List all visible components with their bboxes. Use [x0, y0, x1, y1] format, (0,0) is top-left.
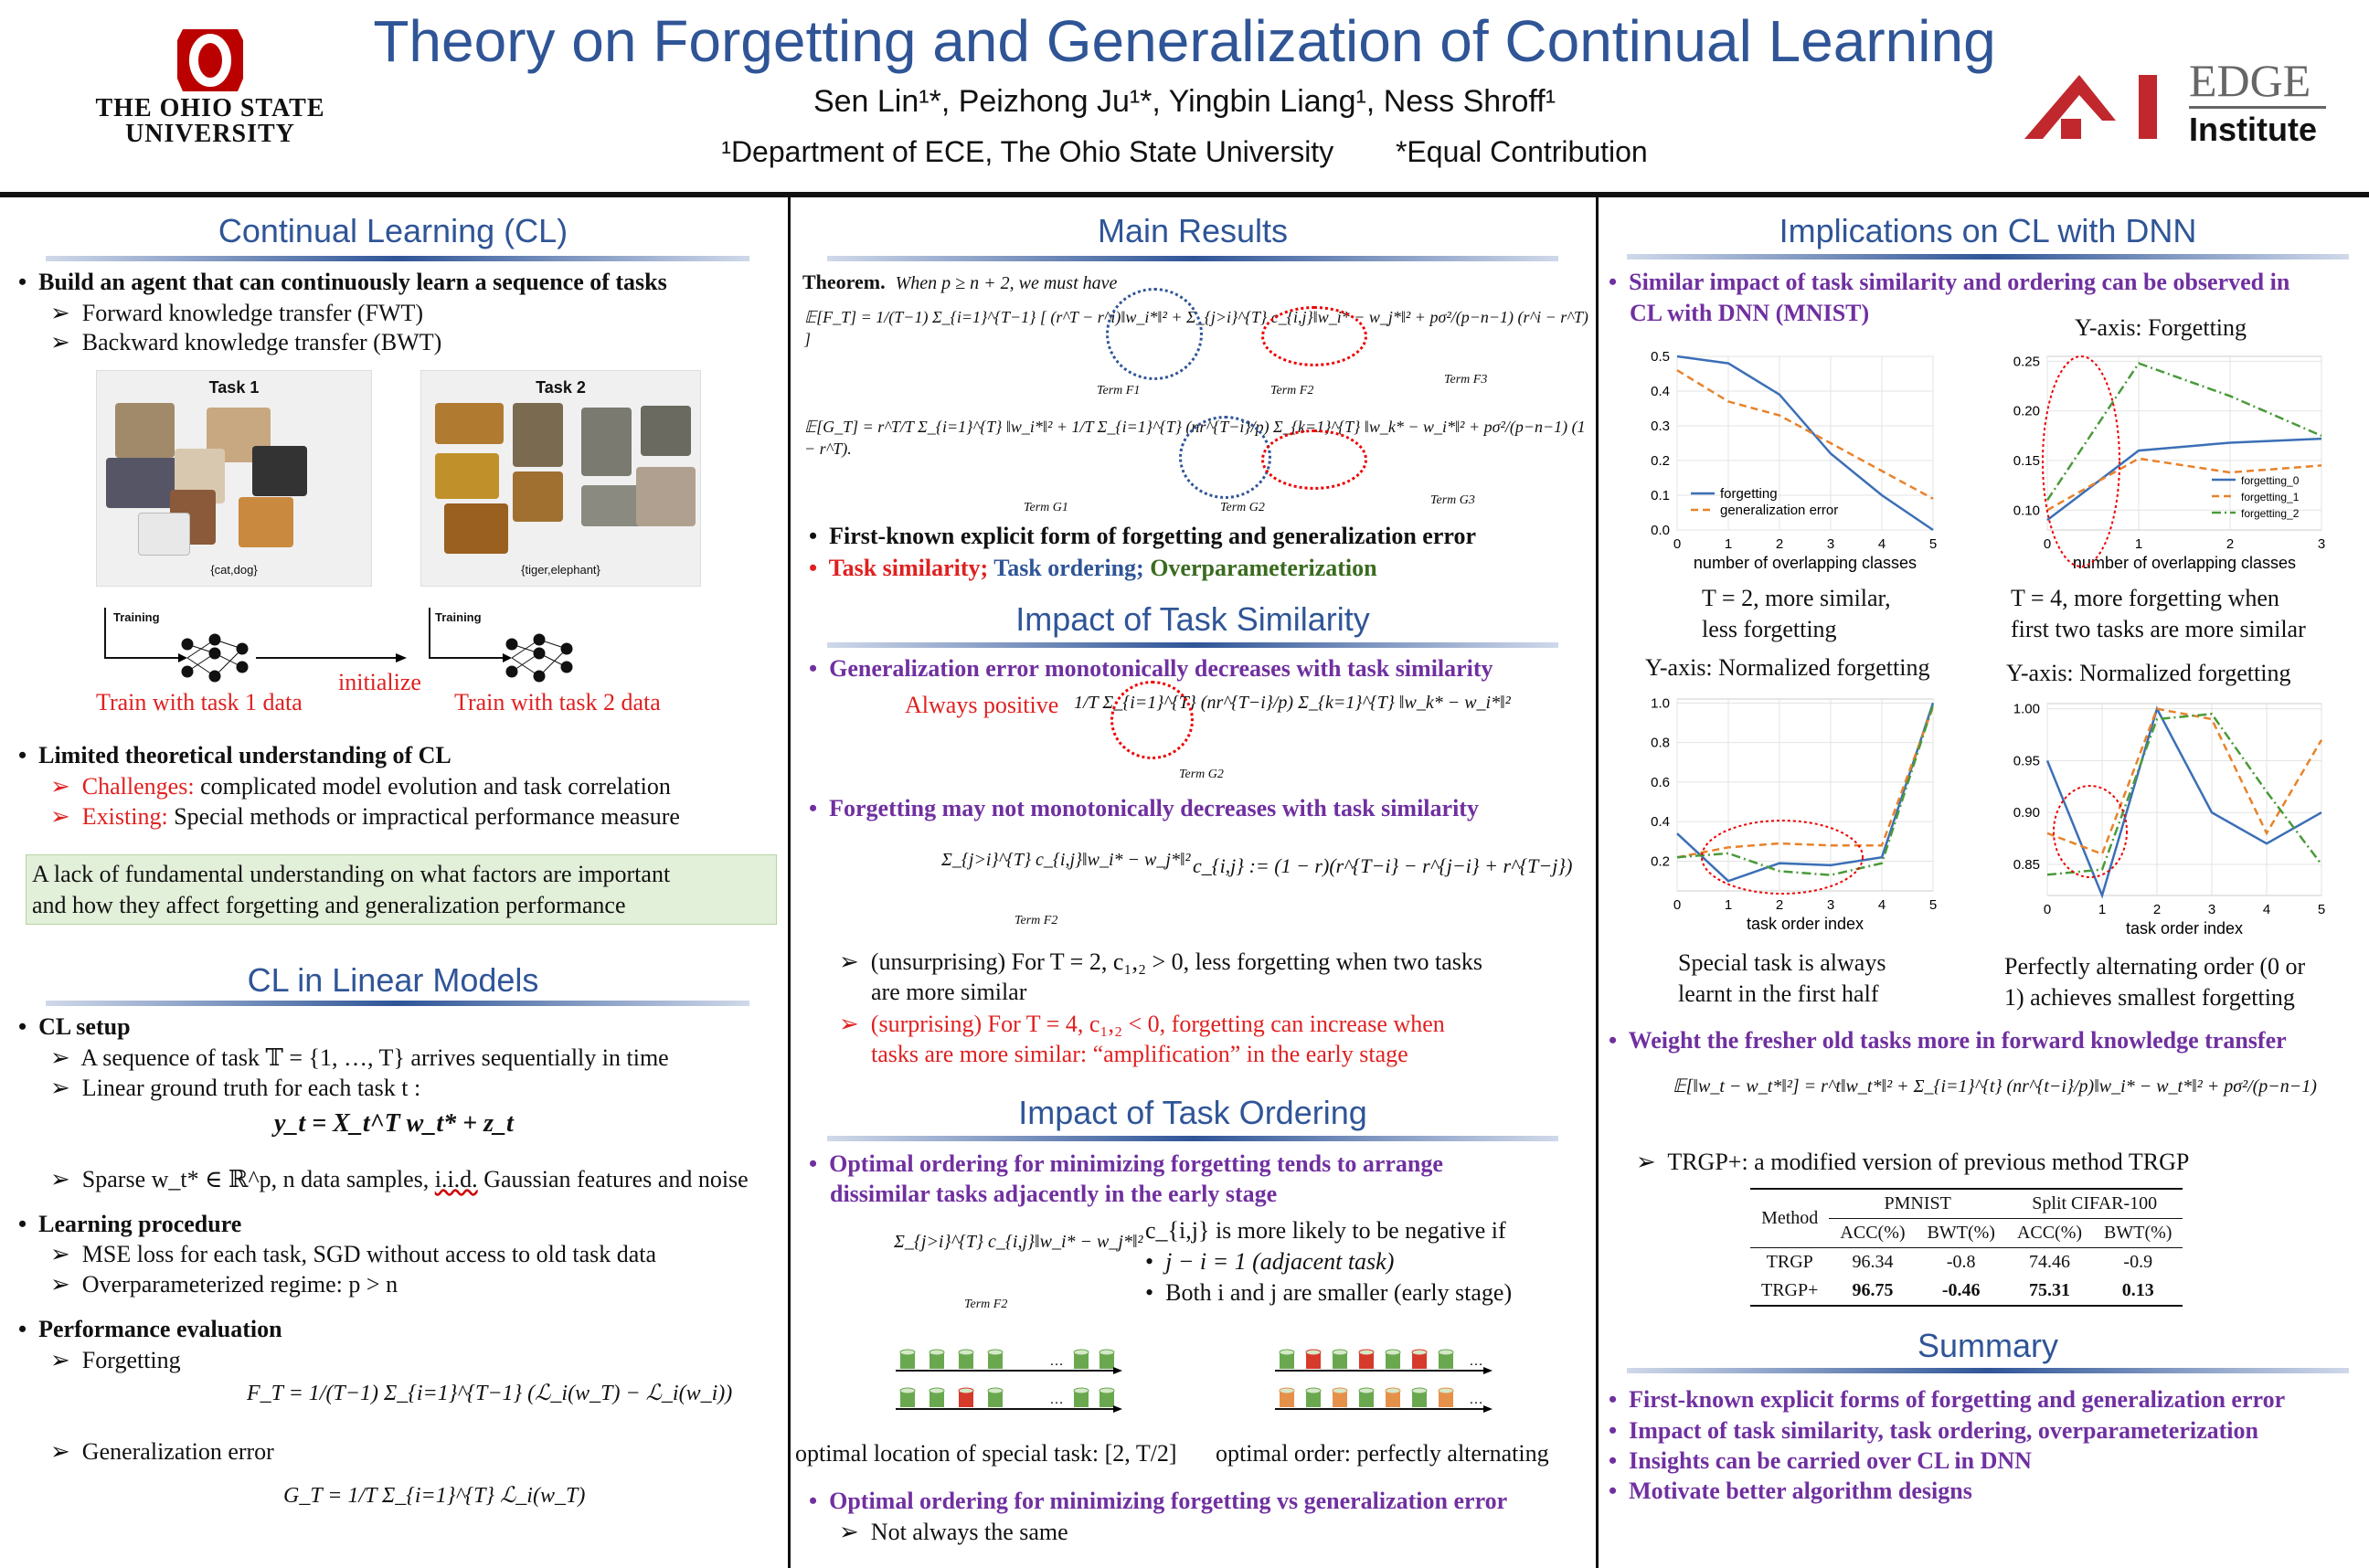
table-header-cifar: Split CIFAR-100: [2006, 1189, 2183, 1219]
caption-1b: less forgetting: [1702, 616, 1837, 642]
summary-item: • Insights can be carried over CL in DNN: [1609, 1447, 2032, 1474]
x-tick-label: 3: [2317, 536, 2326, 552]
y-tick-label: 0.4: [1651, 384, 1670, 399]
task-cylinder-top: [1333, 1350, 1347, 1355]
optimal-order-caption: optimal order: perfectly alternating: [1216, 1440, 1549, 1467]
chart-task-order-special: [1627, 685, 1947, 946]
elephant-photo: [641, 406, 691, 456]
svg-text:…: …: [1469, 1353, 1483, 1369]
section-title-cl: Continual Learning (CL): [218, 212, 568, 249]
keywords-bullet: • Task similarity; Task ordering; Overparameterization: [809, 555, 1377, 581]
train-task2-label: Train with task 2 data: [454, 689, 661, 715]
tiger-photo: [444, 503, 508, 554]
y-tick-label: 0.15: [2013, 453, 2040, 469]
table-row: TRGP+ 96.75 -0.46 75.31 0.13: [1750, 1277, 2183, 1306]
affiliation: ¹Department of ECE, The Ohio State University: [721, 135, 1334, 168]
forgetting-equation: F_T = 1/(T−1) Σ_{i=1}^{T−1} (ℒ_i(w_T) − ℒ_i(w_i)): [247, 1382, 733, 1405]
ord-bullet-1b: dissimilar tasks adjacently in the early stage: [830, 1181, 1278, 1207]
y-tick-label: 0.90: [2013, 805, 2040, 821]
tiger-photo: [513, 471, 563, 522]
x-axis-label: number of overlapping classes: [2072, 554, 2297, 572]
cat-photo: [138, 513, 190, 556]
x-tick-label: 2: [2152, 902, 2162, 917]
equation-forgetting: 𝔼[F_T] = 1/(T−1) Σ_{i=1}^{T−1} [ (r^T − r^i)‖w_i*‖² + Σ_{j>i}^{T} c_{i,j}‖w_i* − w_j*‖² + pσ²/(p−n−1) (r^i − r^T) ]: [804, 308, 1588, 348]
caption-2a: T = 4, more forgetting when: [2011, 585, 2279, 611]
term-g1: Term G1: [1024, 501, 1068, 514]
ord-bullet-2: • Optimal ordering for minimizing forgetting vs generalization error: [809, 1488, 1508, 1514]
initialize-label: initialize: [338, 669, 421, 695]
perf-bullet: • Performance evaluation: [18, 1316, 282, 1342]
generalization-equation: G_T = 1/T Σ_{i=1}^{T} ℒ_i(w_T): [283, 1484, 586, 1508]
table-col: BWT(%): [1927, 1223, 1995, 1243]
network-2-icon: [506, 634, 572, 682]
chart-overlap-forgetting-t4: [1992, 343, 2340, 585]
table-col: BWT(%): [2104, 1223, 2172, 1243]
x-tick-label: 3: [2207, 902, 2216, 917]
ord-equation: Σ_{j>i}^{T} c_{i,j}‖w_i* − w_j*‖²: [894, 1232, 1143, 1252]
tiger-photo: [435, 403, 504, 444]
y-tick-label: 0.85: [2013, 856, 2040, 873]
x-tick-label: 4: [1877, 897, 1886, 913]
table-row: TRGP 96.34 -0.8 74.46 -0.9: [1766, 1252, 2153, 1272]
x-axis-label: task order index: [1746, 915, 1864, 933]
x-tick-label: 4: [2262, 902, 2271, 917]
cat-photo: [115, 403, 175, 458]
caption-3a: Special task is always: [1678, 949, 1886, 976]
sim-equation-1: 1/T Σ_{i=1}^{T} (nr^{T−i}/p) Σ_{k=1}^{T} ‖w_k* − w_i*‖²: [1074, 693, 1511, 713]
chart-task-order-alternating: [1992, 690, 2340, 950]
setup-2: ➢ Linear ground truth for each task t :: [50, 1075, 421, 1101]
training-label-2: Training: [435, 610, 482, 624]
key-gap-box: A lack of fundamental understanding on what factors are important and how they affect forgetting and generalization performance: [26, 854, 777, 925]
osu-line1: THE OHIO STATE: [95, 94, 325, 122]
sim-bullet-2: • Forgetting may not monotonically decreases with task similarity: [809, 795, 1479, 821]
impl-bullet-2: • Weight the fresher old tasks more in forward knowledge transfer: [1609, 1027, 2287, 1054]
learning-bullet: • Learning procedure: [18, 1211, 242, 1237]
x-tick-label: 4: [1877, 536, 1886, 552]
highlight-circle-red: [1261, 306, 1367, 366]
task1-card: Task 1 {cat,dog}: [96, 370, 372, 587]
y-tick-label: 0.5: [1651, 349, 1670, 365]
chart3-title: Y-axis: Normalized forgetting: [1645, 654, 1930, 681]
x-tick-label: 2: [2226, 536, 2235, 552]
header-divider: [0, 192, 2369, 197]
summary-item: • Impact of task similarity, task ordering, overparameterization: [1609, 1417, 2258, 1444]
tiger-photo: [513, 403, 563, 467]
perf-forgetting: ➢ Forgetting: [50, 1347, 181, 1373]
initialize-arrow: [256, 653, 407, 662]
table-col: ACC(%): [1840, 1223, 1906, 1243]
task-cylinder-top: [900, 1388, 915, 1393]
svg-text:…: …: [1049, 1353, 1064, 1369]
table-header-method: Method: [1761, 1208, 1819, 1228]
y-tick-label: 0.0: [1651, 523, 1670, 538]
task-cylinder-top: [900, 1350, 915, 1355]
summary-item: • Motivate better algorithm designs: [1609, 1478, 1972, 1504]
task-cylinder-top: [1280, 1388, 1294, 1393]
section-title-ordering: Impact of Task Ordering: [1018, 1094, 1367, 1131]
legend-label: generalization error: [1720, 503, 1839, 518]
edge-logo-icon: [2020, 66, 2175, 148]
task-cylinder-top: [1100, 1350, 1114, 1355]
always-positive: Always positive: [905, 692, 1059, 718]
poster-header: [0, 0, 2369, 192]
highlight-circle-blue: [1179, 416, 1271, 499]
table-col: ACC(%): [2016, 1223, 2083, 1243]
cl-bullet: • Build an agent that can continuously learn a sequence of tasks: [18, 269, 667, 295]
term-f2-sim: Term F2: [1015, 914, 1058, 927]
perf-generalization: ➢ Generalization error: [50, 1438, 274, 1465]
setup-1: ➢ A sequence of task 𝕋 = {1, …, T} arrives sequentially in time: [50, 1044, 669, 1071]
y-tick-label: 0.4: [1651, 814, 1670, 831]
task-cylinder-top: [1412, 1388, 1427, 1393]
task-cylinder-top: [1280, 1350, 1294, 1355]
caption-4a: Perfectly alternating order (0 or: [2004, 953, 2306, 980]
optimal-location-caption: optimal location of special task: [2, T/2]: [795, 1440, 1177, 1467]
equal-contribution: *Equal Contribution: [1395, 135, 1648, 168]
section-title-summary: Summary: [1917, 1327, 2059, 1364]
cat-photo: [106, 458, 179, 508]
section-title-similarity: Impact of Task Similarity: [1015, 600, 1370, 638]
ord-cond-2: • j − i = 1 (adjacent task): [1145, 1248, 1395, 1275]
task-cylinder-top: [1306, 1388, 1321, 1393]
task-cylinder-top: [1074, 1350, 1089, 1355]
section-title-linear: CL in Linear Models: [247, 961, 539, 999]
caption-4b: 1) achieves smallest forgetting: [2004, 984, 2295, 1011]
task2-card: Task 2 {tiger,elephant}: [420, 370, 701, 587]
edge-line1: EDGE: [2189, 55, 2311, 106]
task-cylinder-top: [1306, 1350, 1321, 1355]
osu-line2: UNIVERSITY: [125, 120, 295, 148]
x-tick-label: 3: [1826, 897, 1835, 913]
legend-label: forgetting: [1720, 486, 1778, 502]
dog-photo: [252, 446, 307, 496]
unsurprising-1: ➢ (unsurprising) For T = 2, c₁,₂ > 0, less forgetting when two tasks: [839, 948, 1483, 975]
task-cylinder-top: [1359, 1388, 1374, 1393]
y-tick-label: 0.8: [1651, 735, 1670, 751]
task-cylinder-top: [1100, 1388, 1114, 1393]
setup-equation: y_t = X_t^T w_t* + z_t: [274, 1109, 514, 1138]
y-tick-label: 0.2: [1651, 853, 1670, 870]
y-tick-label: 0.1: [1651, 488, 1670, 503]
task-cylinder-top: [930, 1350, 944, 1355]
x-axis-label: number of overlapping classes: [1693, 554, 1918, 572]
legend-label: forgetting_0: [2241, 474, 2300, 487]
unsurprising-2: are more similar: [871, 979, 1027, 1005]
limited-bullet: • Limited theoretical understanding of CL: [18, 742, 451, 768]
x-tick-label: 5: [1928, 536, 1938, 552]
task-cylinder-top: [988, 1350, 1003, 1355]
term-f3: Term F3: [1444, 373, 1488, 387]
setup-bullet: • CL setup: [18, 1013, 131, 1040]
chart4-title: Y-axis: Normalized forgetting: [2006, 660, 2291, 686]
network-1-icon: [182, 634, 248, 682]
x-tick-label: 1: [2098, 902, 2107, 917]
y-tick-label: 0.6: [1651, 774, 1670, 790]
term-f2: Term F2: [1270, 384, 1314, 397]
column-divider-1: [788, 197, 791, 1568]
results-table: [1750, 1188, 2183, 1307]
y-tick-label: 0.10: [2013, 503, 2040, 519]
chart-overlap-forgetting-generalization: [1627, 343, 1947, 585]
sim-bullet-1: • Generalization error monotonically decreases with task similarity: [809, 655, 1493, 682]
alternating-order-diagram: [1275, 1343, 1494, 1425]
y-tick-label: 1.0: [1651, 695, 1670, 712]
x-tick-label: 0: [2043, 902, 2052, 917]
x-tick-label: 0: [2043, 536, 2052, 552]
task-cylinder-top: [1412, 1350, 1427, 1355]
learning-1: ➢ MSE loss for each task, SGD without access to old task data: [50, 1241, 657, 1267]
impl-bullet-1a: • Similar impact of task similarity and ordering can be observed in: [1609, 269, 2290, 295]
trgp-line: ➢ TRGP+: a modified version of previous method TRGP: [1636, 1149, 2190, 1175]
tiger-photo: [435, 453, 499, 499]
sim-equation-3: c_{i,j} := (1 − r)(r^{T−i} − r^{j−i} + r^{T−j}): [1193, 854, 1573, 877]
sim-equation-2: Σ_{j>i}^{T} c_{i,j}‖w_i* − w_j*‖²: [941, 850, 1191, 870]
x-tick-label: 3: [1826, 536, 1835, 552]
svg-text:…: …: [1049, 1392, 1064, 1407]
task-cylinder-top: [1386, 1350, 1400, 1355]
task-cylinder-top: [1359, 1350, 1374, 1355]
section-title-main: Main Results: [1097, 212, 1289, 249]
y-tick-label: 0.95: [2013, 753, 2040, 769]
ord-cond-3: • Both i and j are smaller (early stage): [1145, 1279, 1513, 1306]
legend-label: forgetting_1: [2241, 491, 2300, 503]
elephant-photo: [636, 467, 696, 526]
first-known-bullet: • First-known explicit form of forgetting and generalization error: [809, 523, 1476, 549]
ord-cond-1: c_{i,j} is more likely to be negative if: [1145, 1217, 1506, 1244]
y-tick-label: 0.25: [2013, 354, 2040, 370]
task-cylinder-top: [1333, 1388, 1347, 1393]
term-g3: Term G3: [1430, 493, 1475, 507]
elephant-photo: [581, 408, 632, 476]
x-axis-label: task order index: [2125, 919, 2244, 938]
x-tick-label: 0: [1673, 536, 1682, 552]
cl-sub-bwt: ➢ Backward knowledge transfer (BWT): [50, 329, 442, 355]
dog-photo: [239, 497, 293, 547]
highlight-circle-red: [1110, 681, 1194, 759]
plot-area: [2047, 356, 2321, 530]
svg-text:…: …: [1469, 1392, 1483, 1407]
caption-1a: T = 2, more similar,: [1702, 585, 1891, 611]
x-tick-label: 2: [1775, 536, 1784, 552]
task-cylinder-top: [1074, 1388, 1089, 1393]
poster-authors: Sen Lin¹*, Peizhong Ju¹*, Yingbin Liang¹, Ness Shroff¹: [813, 84, 1556, 119]
column-divider-2: [1596, 197, 1599, 1568]
term-g2-sim: Term G2: [1179, 768, 1224, 781]
surprising-1: ➢ (surprising) For T = 4, c₁,₂ < 0, forgetting can increase when: [839, 1011, 1445, 1037]
y-tick-label: 1.00: [2013, 701, 2040, 717]
x-tick-label: 1: [1724, 897, 1733, 913]
x-tick-label: 1: [1724, 536, 1733, 552]
y-tick-label: 0.3: [1651, 418, 1670, 434]
x-tick-label: 2: [1775, 897, 1784, 913]
highlight-circle-red: [1261, 429, 1367, 490]
term-f1: Term F1: [1097, 384, 1141, 397]
poster-title: Theory on Forgetting and Generalization of Continual Learning: [373, 8, 1996, 74]
chart2-title: Y-axis: Forgetting: [2075, 314, 2247, 341]
task-cylinder-top: [1439, 1350, 1453, 1355]
learning-2: ➢ Overparameterized regime: p > n: [50, 1271, 398, 1298]
term-f2-ord: Term F2: [964, 1298, 1008, 1311]
plot-area: [1677, 699, 1933, 891]
caption-3b: learnt in the first half: [1678, 980, 1879, 1007]
x-tick-label: 1: [2134, 536, 2143, 552]
task-cylinder-top: [959, 1350, 973, 1355]
osu-logo-icon: [174, 20, 247, 99]
x-tick-label: 0: [1673, 897, 1682, 913]
highlight-circle-blue: [1106, 288, 1203, 380]
fresher-equation: 𝔼[‖w_t − w_t*‖²] = r^t‖w_t*‖² + Σ_{i=1}^{t} (nr^{t−i}/p)‖w_i* − w_t*‖² + pσ²/(p−n−1): [1673, 1076, 2317, 1097]
plot-area: [2047, 704, 2321, 895]
setup-3: ➢ Sparse w_t* ∈ ℝ^p, n data samples, i.i.d. Gaussian features and noise: [50, 1166, 749, 1192]
train-task1-label: Train with task 1 data: [96, 689, 303, 715]
impl-bullet-1b: CL with DNN (MNIST): [1630, 300, 1870, 326]
legend-label: forgetting_2: [2241, 507, 2300, 520]
term-g2: Term G2: [1220, 501, 1265, 514]
task-cylinder-top: [930, 1388, 944, 1393]
ord-bullet-2-sub: ➢ Not always the same: [839, 1519, 1068, 1545]
x-tick-label: 5: [2317, 902, 2326, 917]
theorem: Theorem. When p ≥ n + 2, we must have: [802, 270, 1118, 293]
cl-sub-fwt: ➢ Forward knowledge transfer (FWT): [50, 300, 424, 326]
edge-line2: Institute: [2189, 111, 2317, 148]
special-task-sequence-diagram: [896, 1343, 1133, 1425]
challenges-line: ➢ Challenges: complicated model evolution and task correlation: [50, 773, 671, 800]
y-tick-label: 0.20: [2013, 403, 2040, 419]
x-tick-label: 5: [1928, 897, 1938, 913]
surprising-2: tasks are more similar: “amplification” in the early stage: [871, 1041, 1408, 1067]
existing-line: ➢ Existing: Special methods or impractical performance measure: [50, 803, 680, 830]
task-cylinder-top: [1439, 1388, 1453, 1393]
section-title-implications: Implications on CL with DNN: [1779, 212, 2197, 249]
equation-generalization: 𝔼[G_T] = r^T/T Σ_{i=1}^{T} ‖w_i*‖² + 1/T Σ_{i=1}^{T} (nr^{T−i}/p) Σ_{k=1}^{T} ‖w_k* − w_i*‖² + pσ²/(p−n−1) (1 − r^T).: [804, 418, 1586, 458]
task-cylinder-top: [959, 1388, 973, 1393]
y-tick-label: 0.2: [1651, 453, 1670, 469]
task-cylinder-top: [988, 1388, 1003, 1393]
summary-item: • First-known explicit forms of forgetting and generalization error: [1609, 1386, 2286, 1413]
training-label-1: Training: [113, 610, 160, 624]
caption-2b: first two tasks are more similar: [2011, 616, 2306, 642]
task-cylinder-top: [1386, 1388, 1400, 1393]
ord-bullet-1a: • Optimal ordering for minimizing forgetting tends to arrange: [809, 1150, 1443, 1177]
table-header-pmnist: PMNIST: [1829, 1189, 2006, 1219]
